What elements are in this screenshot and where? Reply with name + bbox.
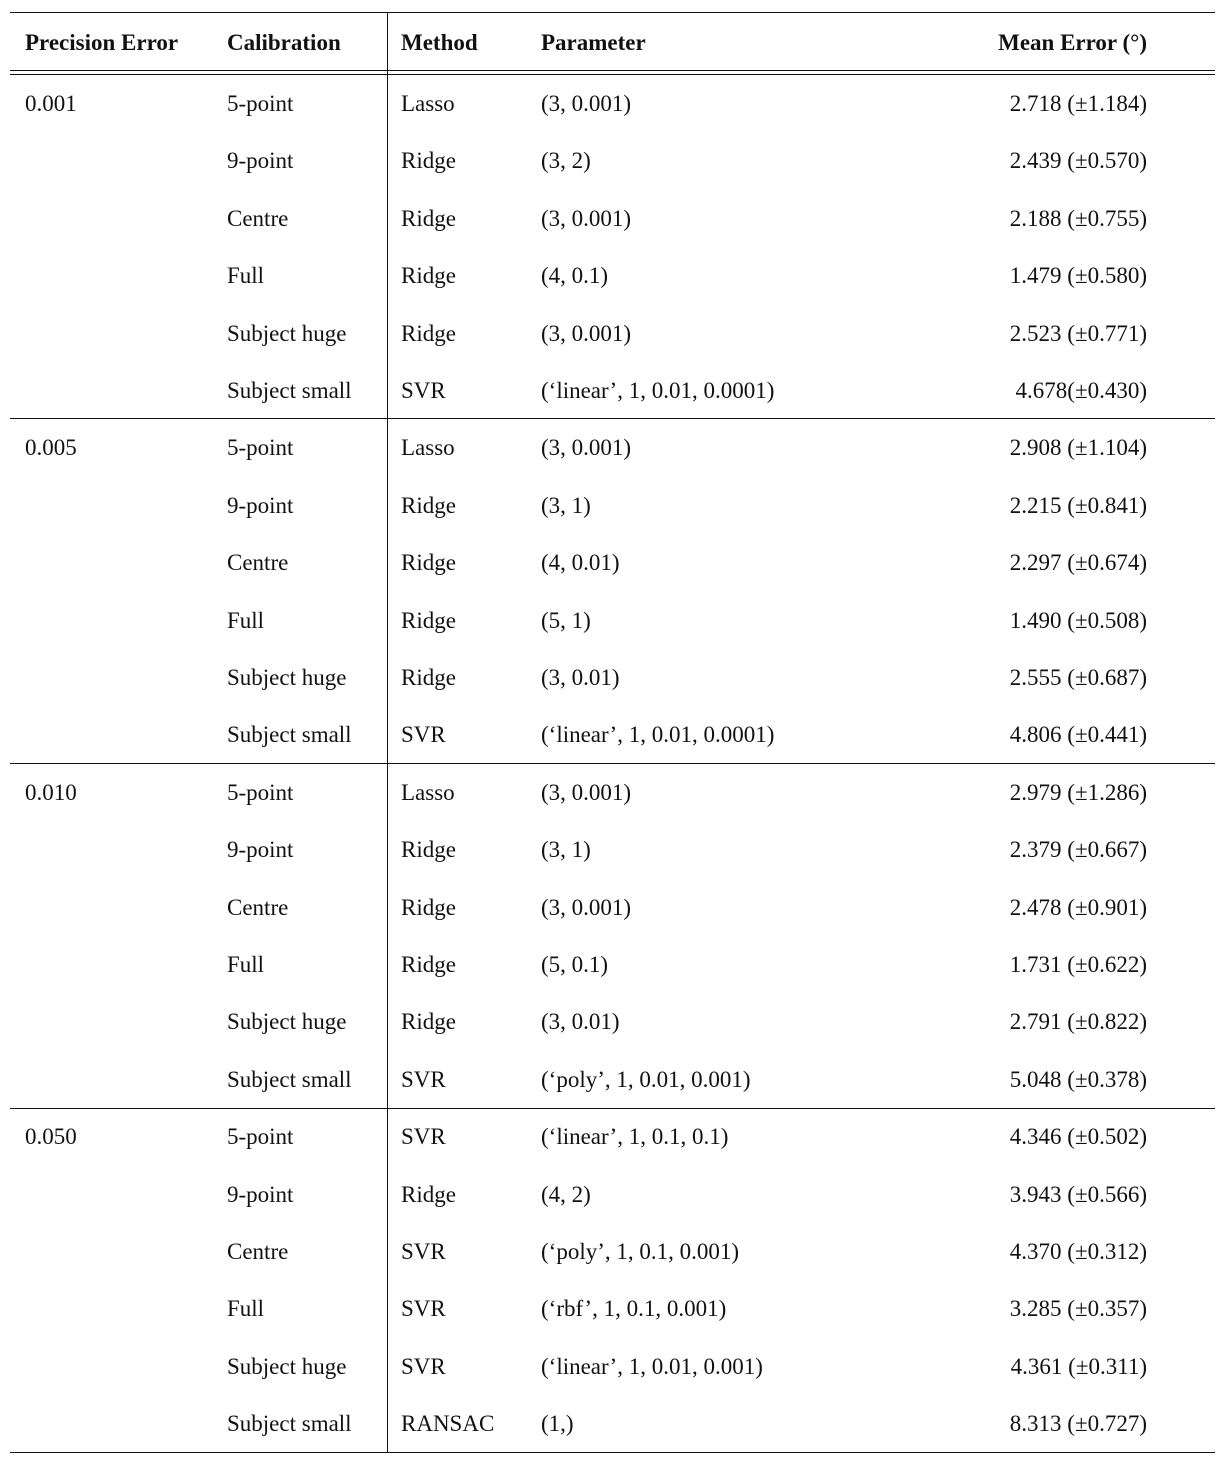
method-cell: SVR <box>401 1239 446 1264</box>
header-rule <box>10 70 1215 71</box>
calibration-cell: Subject small <box>227 1411 352 1437</box>
calibration-cell: Full <box>227 607 265 633</box>
table-bottom-rule <box>10 1452 1215 1453</box>
method-cell: Ridge <box>401 837 456 863</box>
parameter-cell: (‘linear’, 1, 0.01, 0.0001) <box>541 378 775 403</box>
parameter-cell: (3, 1) <box>541 837 591 863</box>
method-cell: Ridge <box>401 1009 456 1035</box>
calibration-cell: 9-point <box>227 492 294 518</box>
method-cell: SVR <box>401 378 446 403</box>
mean-error-cell: 2.297 (±0.674) <box>1009 550 1147 576</box>
calibration-cell: Full <box>227 263 265 289</box>
parameter-cell: (3, 0.001) <box>541 779 632 805</box>
mean-error-cell: 4.678(±0.430) <box>1015 378 1147 403</box>
method-cell: Ridge <box>401 1181 456 1207</box>
parameter-cell: (4, 2) <box>541 1181 591 1207</box>
header-method: Method <box>401 30 478 55</box>
parameter-cell: (‘rbf’, 1, 0.1, 0.001) <box>541 1296 727 1322</box>
mean-error-cell: 4.370 (±0.312) <box>1009 1239 1147 1264</box>
calibration-cell: Full <box>227 952 265 977</box>
calibration-cell: 9-point <box>227 1181 294 1207</box>
calibration-cell: 5-point <box>227 435 294 461</box>
header-mean-error: Mean Error (°) <box>998 30 1147 55</box>
calibration-cell: Subject small <box>227 1066 352 1092</box>
mean-error-cell: 2.478 (±0.901) <box>1009 894 1147 920</box>
mean-error-cell: 4.346 (±0.502) <box>1009 1124 1147 1150</box>
method-cell: Ridge <box>401 607 456 633</box>
calibration-cell: 5-point <box>227 779 294 805</box>
parameter-cell: (4, 0.1) <box>541 263 609 289</box>
mean-error-cell: 1.731 (±0.622) <box>1009 952 1147 977</box>
mean-error-cell: 2.188 (±0.755) <box>1009 205 1147 231</box>
precision-error-value: 0.005 <box>25 435 77 461</box>
mean-error-cell: 3.285 (±0.357) <box>1009 1296 1147 1322</box>
calibration-cell: Centre <box>227 894 289 920</box>
method-cell: Lasso <box>401 779 455 805</box>
mean-error-cell: 4.361 (±0.311) <box>1010 1353 1147 1379</box>
method-cell: Ridge <box>401 263 456 289</box>
precision-error-value: 0.010 <box>25 779 77 805</box>
calibration-cell: Subject huge <box>227 320 347 346</box>
method-cell: Ridge <box>401 148 456 174</box>
mean-error-cell: 2.979 (±1.286) <box>1009 779 1147 805</box>
method-cell: SVR <box>401 1066 446 1092</box>
precision-error-value: 0.001 <box>25 91 77 116</box>
mean-error-cell: 5.048 (±0.378) <box>1009 1066 1147 1092</box>
header-calibration: Calibration <box>227 30 341 55</box>
method-cell: Lasso <box>401 435 455 461</box>
mean-error-cell: 2.791 (±0.822) <box>1009 1009 1147 1035</box>
method-cell: Ridge <box>401 665 456 690</box>
parameter-cell: (3, 0.001) <box>541 320 632 346</box>
calibration-cell: Subject huge <box>227 665 347 690</box>
method-cell: Ridge <box>401 894 456 920</box>
mean-error-cell: 4.806 (±0.441) <box>1009 722 1147 748</box>
mean-error-cell: 8.313 (±0.727) <box>1009 1411 1147 1437</box>
method-cell: SVR <box>401 1296 446 1322</box>
method-cell: Ridge <box>401 550 456 576</box>
method-cell: SVR <box>401 1124 446 1150</box>
calibration-cell: 5-point <box>227 1124 294 1150</box>
parameter-cell: (‘linear’, 1, 0.01, 0.001) <box>541 1353 763 1379</box>
mean-error-cell: 2.439 (±0.570) <box>1009 148 1147 174</box>
method-cell: Ridge <box>401 320 456 346</box>
parameter-cell: (5, 0.1) <box>541 952 609 977</box>
method-cell: RANSAC <box>401 1411 495 1437</box>
method-cell: SVR <box>401 722 446 748</box>
parameter-cell: (‘poly’, 1, 0.01, 0.001) <box>541 1066 751 1092</box>
parameter-cell: (‘linear’, 1, 0.01, 0.0001) <box>541 722 775 748</box>
calibration-cell: Subject huge <box>227 1009 347 1035</box>
mean-error-cell: 2.908 (±1.104) <box>1009 435 1147 461</box>
header-parameter: Parameter <box>541 30 646 55</box>
method-cell: SVR <box>401 1353 446 1379</box>
calibration-cell: Subject small <box>227 722 352 748</box>
parameter-cell: (4, 0.01) <box>541 550 620 576</box>
mean-error-cell: 2.215 (±0.841) <box>1009 492 1147 518</box>
group-separator-rule <box>10 418 1215 419</box>
calibration-cell: 9-point <box>227 148 294 174</box>
parameter-cell: (5, 1) <box>541 607 591 633</box>
column-divider <box>387 12 388 1453</box>
table-top-rule <box>10 12 1215 13</box>
calibration-cell: Subject huge <box>227 1353 347 1379</box>
method-cell: Ridge <box>401 952 456 977</box>
mean-error-cell: 3.943 (±0.566) <box>1009 1181 1147 1207</box>
mean-error-cell: 2.555 (±0.687) <box>1009 665 1147 690</box>
parameter-cell: (3, 1) <box>541 492 591 518</box>
parameter-cell: (3, 0.001) <box>541 205 632 231</box>
mean-error-cell: 1.479 (±0.580) <box>1009 263 1147 289</box>
mean-error-cell: 1.490 (±0.508) <box>1009 607 1147 633</box>
parameter-cell: (3, 0.01) <box>541 665 620 690</box>
group-separator-rule <box>10 763 1215 764</box>
parameter-cell: (3, 0.001) <box>541 91 632 116</box>
header-precision-error: Precision Error <box>25 30 179 55</box>
calibration-cell: Full <box>227 1296 265 1322</box>
calibration-cell: 5-point <box>227 91 294 116</box>
parameter-cell: (1,) <box>541 1411 574 1437</box>
calibration-cell: Subject small <box>227 378 352 403</box>
parameter-cell: (‘linear’, 1, 0.1, 0.1) <box>541 1124 729 1150</box>
method-cell: Lasso <box>401 91 455 116</box>
calibration-cell: Centre <box>227 1239 289 1264</box>
parameter-cell: (3, 0.01) <box>541 1009 620 1035</box>
header-rule-double <box>10 74 1215 75</box>
parameter-cell: (3, 2) <box>541 148 591 174</box>
calibration-cell: 9-point <box>227 837 294 863</box>
method-cell: Ridge <box>401 492 456 518</box>
mean-error-cell: 2.379 (±0.667) <box>1009 837 1147 863</box>
mean-error-cell: 2.718 (±1.184) <box>1009 91 1147 116</box>
calibration-cell: Centre <box>227 205 289 231</box>
parameter-cell: (‘poly’, 1, 0.1, 0.001) <box>541 1239 740 1264</box>
parameter-cell: (3, 0.001) <box>541 894 632 920</box>
parameter-cell: (3, 0.001) <box>541 435 632 461</box>
calibration-cell: Centre <box>227 550 289 576</box>
mean-error-cell: 2.523 (±0.771) <box>1009 320 1147 346</box>
group-separator-rule <box>10 1108 1215 1109</box>
method-cell: Ridge <box>401 205 456 231</box>
precision-error-value: 0.050 <box>25 1124 77 1150</box>
